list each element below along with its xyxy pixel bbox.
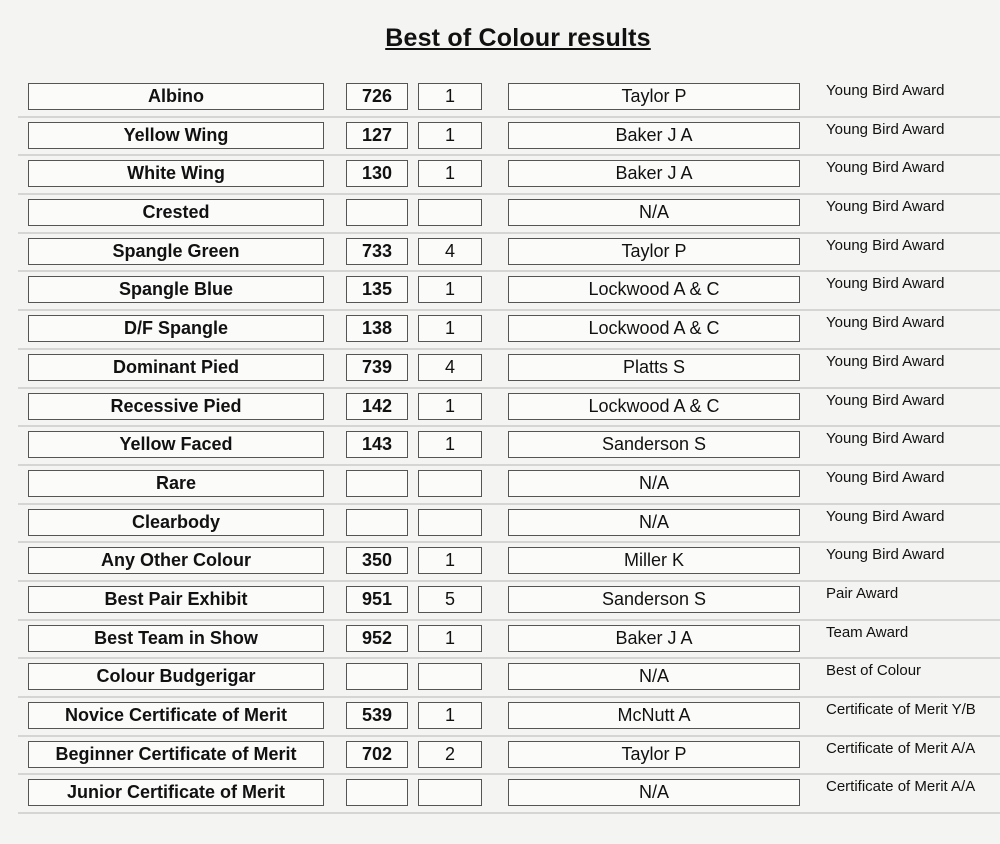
exhibitor-name: Taylor P xyxy=(508,238,800,265)
class-name: Novice Certificate of Merit xyxy=(28,702,324,729)
result-row xyxy=(0,121,1000,160)
placing xyxy=(418,509,482,536)
exhibitor-name: Platts S xyxy=(508,354,800,381)
placing: 1 xyxy=(418,393,482,420)
placing: 1 xyxy=(418,315,482,342)
results-table xyxy=(0,82,1000,817)
exhibit-number: 130 xyxy=(346,160,408,187)
award-label: Young Bird Award xyxy=(826,120,945,138)
result-row xyxy=(0,701,1000,740)
result-row xyxy=(0,740,1000,779)
award-label: Young Bird Award xyxy=(826,314,945,332)
result-row xyxy=(0,778,1000,817)
placing: 1 xyxy=(418,702,482,729)
award-label: Pair Award xyxy=(826,584,899,602)
placing: 4 xyxy=(418,238,482,265)
award-label: Young Bird Award xyxy=(826,468,945,486)
class-name: Any Other Colour xyxy=(28,547,324,574)
placing: 1 xyxy=(418,122,482,149)
exhibitor-name: McNutt A xyxy=(508,702,800,729)
class-name: Junior Certificate of Merit xyxy=(28,779,324,806)
placing xyxy=(418,779,482,806)
exhibit-number: 127 xyxy=(346,122,408,149)
exhibitor-name: Sanderson S xyxy=(508,431,800,458)
result-row xyxy=(0,82,1000,121)
exhibitor-name: N/A xyxy=(508,470,800,497)
exhibit-number: 733 xyxy=(346,238,408,265)
class-name: Best Pair Exhibit xyxy=(28,586,324,613)
class-name: Rare xyxy=(28,470,324,497)
award-label: Certificate of Merit A/A xyxy=(826,739,976,757)
award-label: Young Bird Award xyxy=(826,159,945,177)
exhibitor-name: N/A xyxy=(508,663,800,690)
result-row xyxy=(0,353,1000,392)
class-name: Recessive Pied xyxy=(28,393,324,420)
class-name: White Wing xyxy=(28,160,324,187)
result-row xyxy=(0,508,1000,547)
award-label: Young Bird Award xyxy=(826,275,945,293)
exhibit-number xyxy=(346,470,408,497)
class-name: Spangle Green xyxy=(28,238,324,265)
result-row xyxy=(0,392,1000,431)
result-row xyxy=(0,159,1000,198)
placing: 1 xyxy=(418,83,482,110)
exhibit-number xyxy=(346,199,408,226)
class-name: Crested xyxy=(28,199,324,226)
exhibit-number: 142 xyxy=(346,393,408,420)
award-label: Young Bird Award xyxy=(826,352,945,370)
result-row xyxy=(0,430,1000,469)
placing: 1 xyxy=(418,625,482,652)
exhibit-number xyxy=(346,663,408,690)
exhibit-number: 143 xyxy=(346,431,408,458)
placing: 1 xyxy=(418,160,482,187)
exhibit-number xyxy=(346,509,408,536)
exhibitor-name: Sanderson S xyxy=(508,586,800,613)
result-row xyxy=(0,662,1000,701)
result-row xyxy=(0,275,1000,314)
placing: 1 xyxy=(418,547,482,574)
class-name: Spangle Blue xyxy=(28,276,324,303)
exhibit-number: 702 xyxy=(346,741,408,768)
award-label: Young Bird Award xyxy=(826,430,945,448)
class-name: Yellow Faced xyxy=(28,431,324,458)
exhibitor-name: N/A xyxy=(508,779,800,806)
exhibit-number: 739 xyxy=(346,354,408,381)
exhibitor-name: Miller K xyxy=(508,547,800,574)
class-name: Yellow Wing xyxy=(28,122,324,149)
class-name: Best Team in Show xyxy=(28,625,324,652)
award-label: Certificate of Merit A/A xyxy=(826,778,976,796)
result-row xyxy=(0,314,1000,353)
exhibit-number: 138 xyxy=(346,315,408,342)
award-label: Certificate of Merit Y/B xyxy=(826,701,976,718)
result-row xyxy=(0,546,1000,585)
result-row xyxy=(0,198,1000,237)
exhibit-number: 539 xyxy=(346,702,408,729)
exhibitor-name: Taylor P xyxy=(508,83,800,110)
exhibitor-name: N/A xyxy=(508,199,800,226)
class-name: Clearbody xyxy=(28,509,324,536)
placing: 2 xyxy=(418,741,482,768)
placing: 1 xyxy=(418,431,482,458)
result-row xyxy=(0,585,1000,624)
class-name: Colour Budgerigar xyxy=(28,663,324,690)
exhibitor-name: Baker J A xyxy=(508,625,800,652)
award-label: Young Bird Award xyxy=(826,391,945,409)
exhibitor-name: Lockwood A & C xyxy=(508,393,800,420)
award-label: Young Bird Award xyxy=(826,82,945,99)
result-row xyxy=(0,624,1000,663)
award-label: Young Bird Award xyxy=(826,546,945,564)
exhibitor-name: Taylor P xyxy=(508,741,800,768)
page-title: Best of Colour results xyxy=(385,24,651,52)
award-label: Young Bird Award xyxy=(826,507,945,525)
class-name: Beginner Certificate of Merit xyxy=(28,741,324,768)
exhibitor-name: Baker J A xyxy=(508,122,800,149)
placing xyxy=(418,663,482,690)
placing xyxy=(418,470,482,497)
exhibit-number: 350 xyxy=(346,547,408,574)
exhibit-number: 135 xyxy=(346,276,408,303)
placing: 4 xyxy=(418,354,482,381)
result-row xyxy=(0,469,1000,508)
exhibit-number: 951 xyxy=(346,586,408,613)
exhibit-number: 726 xyxy=(346,83,408,110)
placing: 1 xyxy=(418,276,482,303)
class-name: Dominant Pied xyxy=(28,354,324,381)
class-name: D/F Spangle xyxy=(28,315,324,342)
placing: 5 xyxy=(418,586,482,613)
exhibit-number xyxy=(346,779,408,806)
exhibitor-name: Lockwood A & C xyxy=(508,315,800,342)
placing xyxy=(418,199,482,226)
award-label: Best of Colour xyxy=(826,662,922,680)
exhibitor-name: Baker J A xyxy=(508,160,800,187)
class-name: Albino xyxy=(28,83,324,110)
exhibitor-name: N/A xyxy=(508,509,800,536)
exhibit-number: 952 xyxy=(346,625,408,652)
award-label: Young Bird Award xyxy=(826,198,945,216)
award-label: Team Award xyxy=(826,623,909,641)
exhibitor-name: Lockwood A & C xyxy=(508,276,800,303)
result-row xyxy=(0,237,1000,276)
award-label: Young Bird Award xyxy=(826,236,945,254)
